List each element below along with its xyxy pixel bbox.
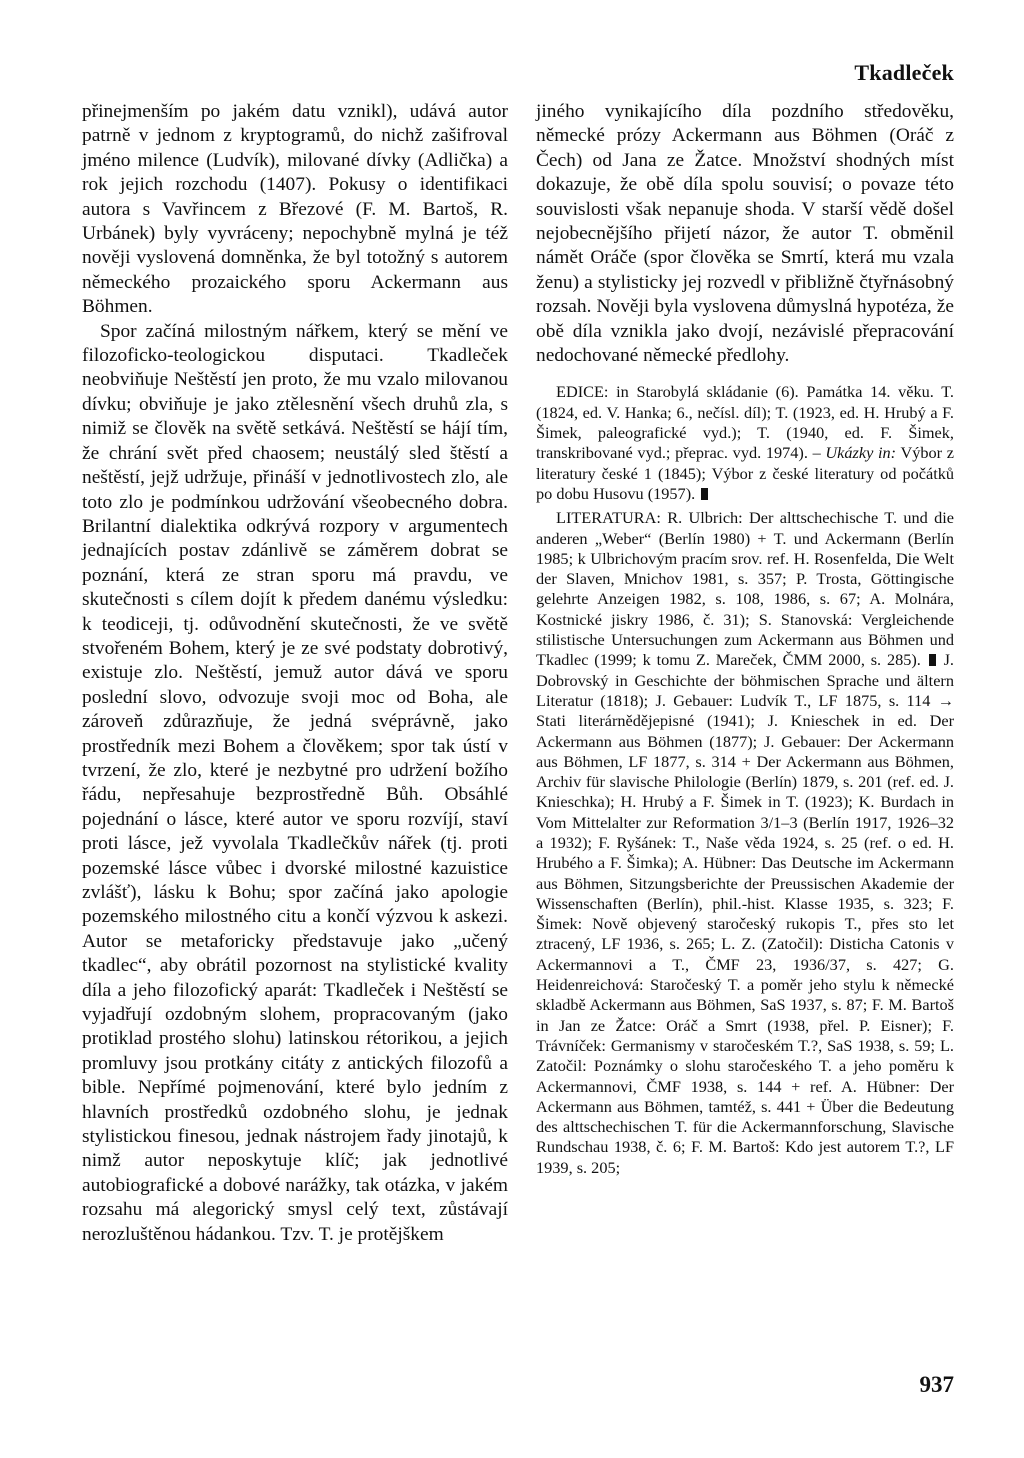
editions-text: EDICE: in Starobylá skládanie (6). Památka 14. věku. T. (1824, ed. V. Hanka; 6., nečísl. díl); T. (1923, ed. H. Hrubý a F. Šimek, paleografické vyd.); T. (1940, ed. F. Šimek, transkribované vyd.; přeprac. vyd. 1974). –	[536, 382, 954, 463]
end-square-icon	[701, 488, 708, 500]
paragraph: Spor začíná milostným nářkem, který se mění ve filozoficko-teologickou disputaci. Tkadleček neobviňuje Neštěstí jen proto, že mu vzalo milovanou dívku; obviňuje je jako ztělesnění všech druhů zla, s nimiž se člověk na světě setkává. Neštěstí se hájí tím, že chrání svět před chaosem; neustálý sled štěstí a neštěstí, jejž udržuje, přináší v jednotlivostech zlo, ale toto zlo je podmínkou udržování všeobecného dobra. Brilantní dialektika odkrývá rozpory v argumentech jednajících postav zdánlivě se záměrem dobrat se poznání, která ze stran sporu má pravdu, ve skutečnosti s cílem dojít k předem danému výsledku: k teodiceji, tj. odůvodnění skutečnosti, že ve světě stvořeném Bohem, který je ze své podstaty dobrotivý, existuje zlo. Neštěstí, jemuž autor dává ve sporu poslední slovo, odvozuje svoji moc od Boha, ale zároveň zdůrazňuje, že jedná svéprávně, jako prostředník mezi Bohem a člověkem; spor tak ústí v tvrzení, že zlo, které je nezbytné pro udržení božího řádu, nepřesahuje bezprostředně Bůh. Obsáhlé pojednání o lásce, které autor ve sporu rozvíjí, staví proti lásce, jež vyvolala Tkadlečkův nářek (tj. proti pozemské lásce vůbec i dvorské milostné kazuistice zvlášť), lásku k Bohu; spor začíná jako apologie pozemského milostného citu a končí výzvou k askezi. Autor se metaforicky představuje jako „učený tkadlec“, aby obrátil pozornost na stylistické kvality díla a jeho filozofický aparát: Tkadleček i Neštěstí se vyjadřují ozdobným slohem, propracovaným (jako protiklad prostého slohu) latinskou rétorikou, a jejich promluvy jsou protkány citáty z antických filozofů a bible. Nepřímé pojmenování, které bylo jedním z hlavních prostředků ozdobného slohu, je jednak stylistickou finesou, jednak nástrojem řady jinotajů, k nimž autor neposkytuje klíč; jak jednotlivé autobiografické a dobové narážky, tak otázka, v jakém rozsahu má alegorický smysl celý text, zůstávají nerozluštěnou hádankou. Tzv. T. je protějškem	[82, 320, 508, 1245]
right-column	[536, 100, 954, 1178]
separator-square-icon	[929, 654, 936, 666]
literature-text-continued: J. Dobrovský in Geschichte der böhmischen Sprache und ältern Literatur (1818); J. Gebauer: Ludvík T., LF 1875, s. 114 → Stati literárnědějepisné (1941); J. Knieschek in ed. Der Ackermann aus Böhmen (1877); J. Gebauer: Der Ackermann aus Böhmen, LF 1877, s. 314 + Der Ackermann aus Böhmen, Archiv für slavische Philologie (Berlín) 1879, s. 201 (ref. ed. J. Knieschka); H. Hrubý a F. Šimek in T. (1923); K. Burdach in Vom Mittelalter zur Reformation 3/1–3 (Berlín 1917, 1926–32 a 1932); F. Ryšánek: T., Naše věda 1924, s. 25 (ref. o ed. H. Hrubého a F. Šimka); A. Hübner: Das Deutsche im Ackermann aus Böhmen, Sitzungsberichte der Preussischen Akademie der Wissenschaften (Berlín), phil.-hist. Klasse 1935, s. 323; F. Šimek: Nově objevený staročeský rukopis T., přes sto let ztracený, LF 1936, s. 265; L. Z. (Zatočil): Disticha Catonis v Ackermannovi a T., ČMF 23, 1936/37, s. 427; G. Heidenreichová: Staročeský T. a poměr jeho stylu k německé skladbě Ackermann aus Böhmen, SaS 1937, s. 87; F. M. Bartoš in Jan ze Žatce: Oráč a Smrt (1938, přel. P. Eisner); F. Trávníček: Germanismy v staročeském T.?, SaS 1938, s. 59; L. Zatočil: Poznámky o slohu staročeského T. a jeho poměru k Ackermannovi, ČMF 1938, s. 144 + ref. A. Hübner: Der Ackermann aus Böhmen, tamtéž, s. 441 + Über die Bedeutung des alttschechischen T. für die Ackermannforschung, Slavische Rundschau 1938, č. 6; F. M. Bartoš: Kdo jest autorem T.?, LF 1939, s. 205;	[536, 650, 954, 1177]
page-number: 937	[919, 1372, 954, 1397]
editions-samples-text: Výbor z literatury české 1 (1845); Výbor z české literatury od počátků po dobu Husovu (1957).	[536, 443, 954, 503]
left-column	[82, 100, 508, 1247]
samples-label: Ukázky in:	[825, 443, 897, 463]
literature-section	[536, 508, 954, 1178]
literature-text: LITERATURA: R. Ulbrich: Der alttschechische T. und die anderen „Weber“ (Berlín 1980) + T. und Ackermann (Berlín 1985; k Ulbrichovým pracím srov. ref. H. Rosenfelda, Die Welt der Slaven, Mnichov 1981, s. 357; P. Trosta, Göttingische gelehrte Anzeigen 1982, s. 108, 1986, s. 67; A. Molnára, Kostnické jiskry 1986, č. 31); S. Stanovská: Vergleichende stilistische Untersuchungen zum Ackermann aus Böhmen und Tkadlec (1999; k tomu Z. Mareček, ČMM 2000, s. 285).	[536, 508, 954, 670]
paragraph: jiného vynikajícího díla pozdního středověku, německé prózy Ackermann aus Böhmen (Oráč z Čech) od Jana ze Žatce. Množství shodných míst dokazuje, že obě díla spolu souvisí; o povaze této souvislosti však nepanuje shoda. V starší vědě došel nejobecnějšího přijetí názor, že autor T. obměnil námět Oráče (spor člověka se Smrtí, která mu vzala ženu) a stylisticky jej rozvedl v přibližně čtyřnásobný rozsah. Nověji byla vyslovena důmyslná hypotéza, že obě díla vznikla jako dvojí, nezávislé přepracování nedochované německé předlohy.	[536, 101, 954, 367]
editions-section	[536, 382, 954, 504]
running-title: Tkadleček	[854, 60, 954, 85]
paragraph: přinejmenším po jakém datu vznikl), udává autor patrně v jednom z kryptogramů, do nichž zašifroval jméno milence (Ludvík), milované dívky (Adlička) a rok jejich rozchodu (1407). Pokusy o identifikaci autora s Vavřincem z Březové (F. M. Bartoš, R. Urbánek) byly vyvráceny; nepochybně mylná je též nověji vyslovená domněnka, že byl totožný s autorem německého prozaického sporu Ackermann aus Böhmen.	[82, 101, 508, 318]
